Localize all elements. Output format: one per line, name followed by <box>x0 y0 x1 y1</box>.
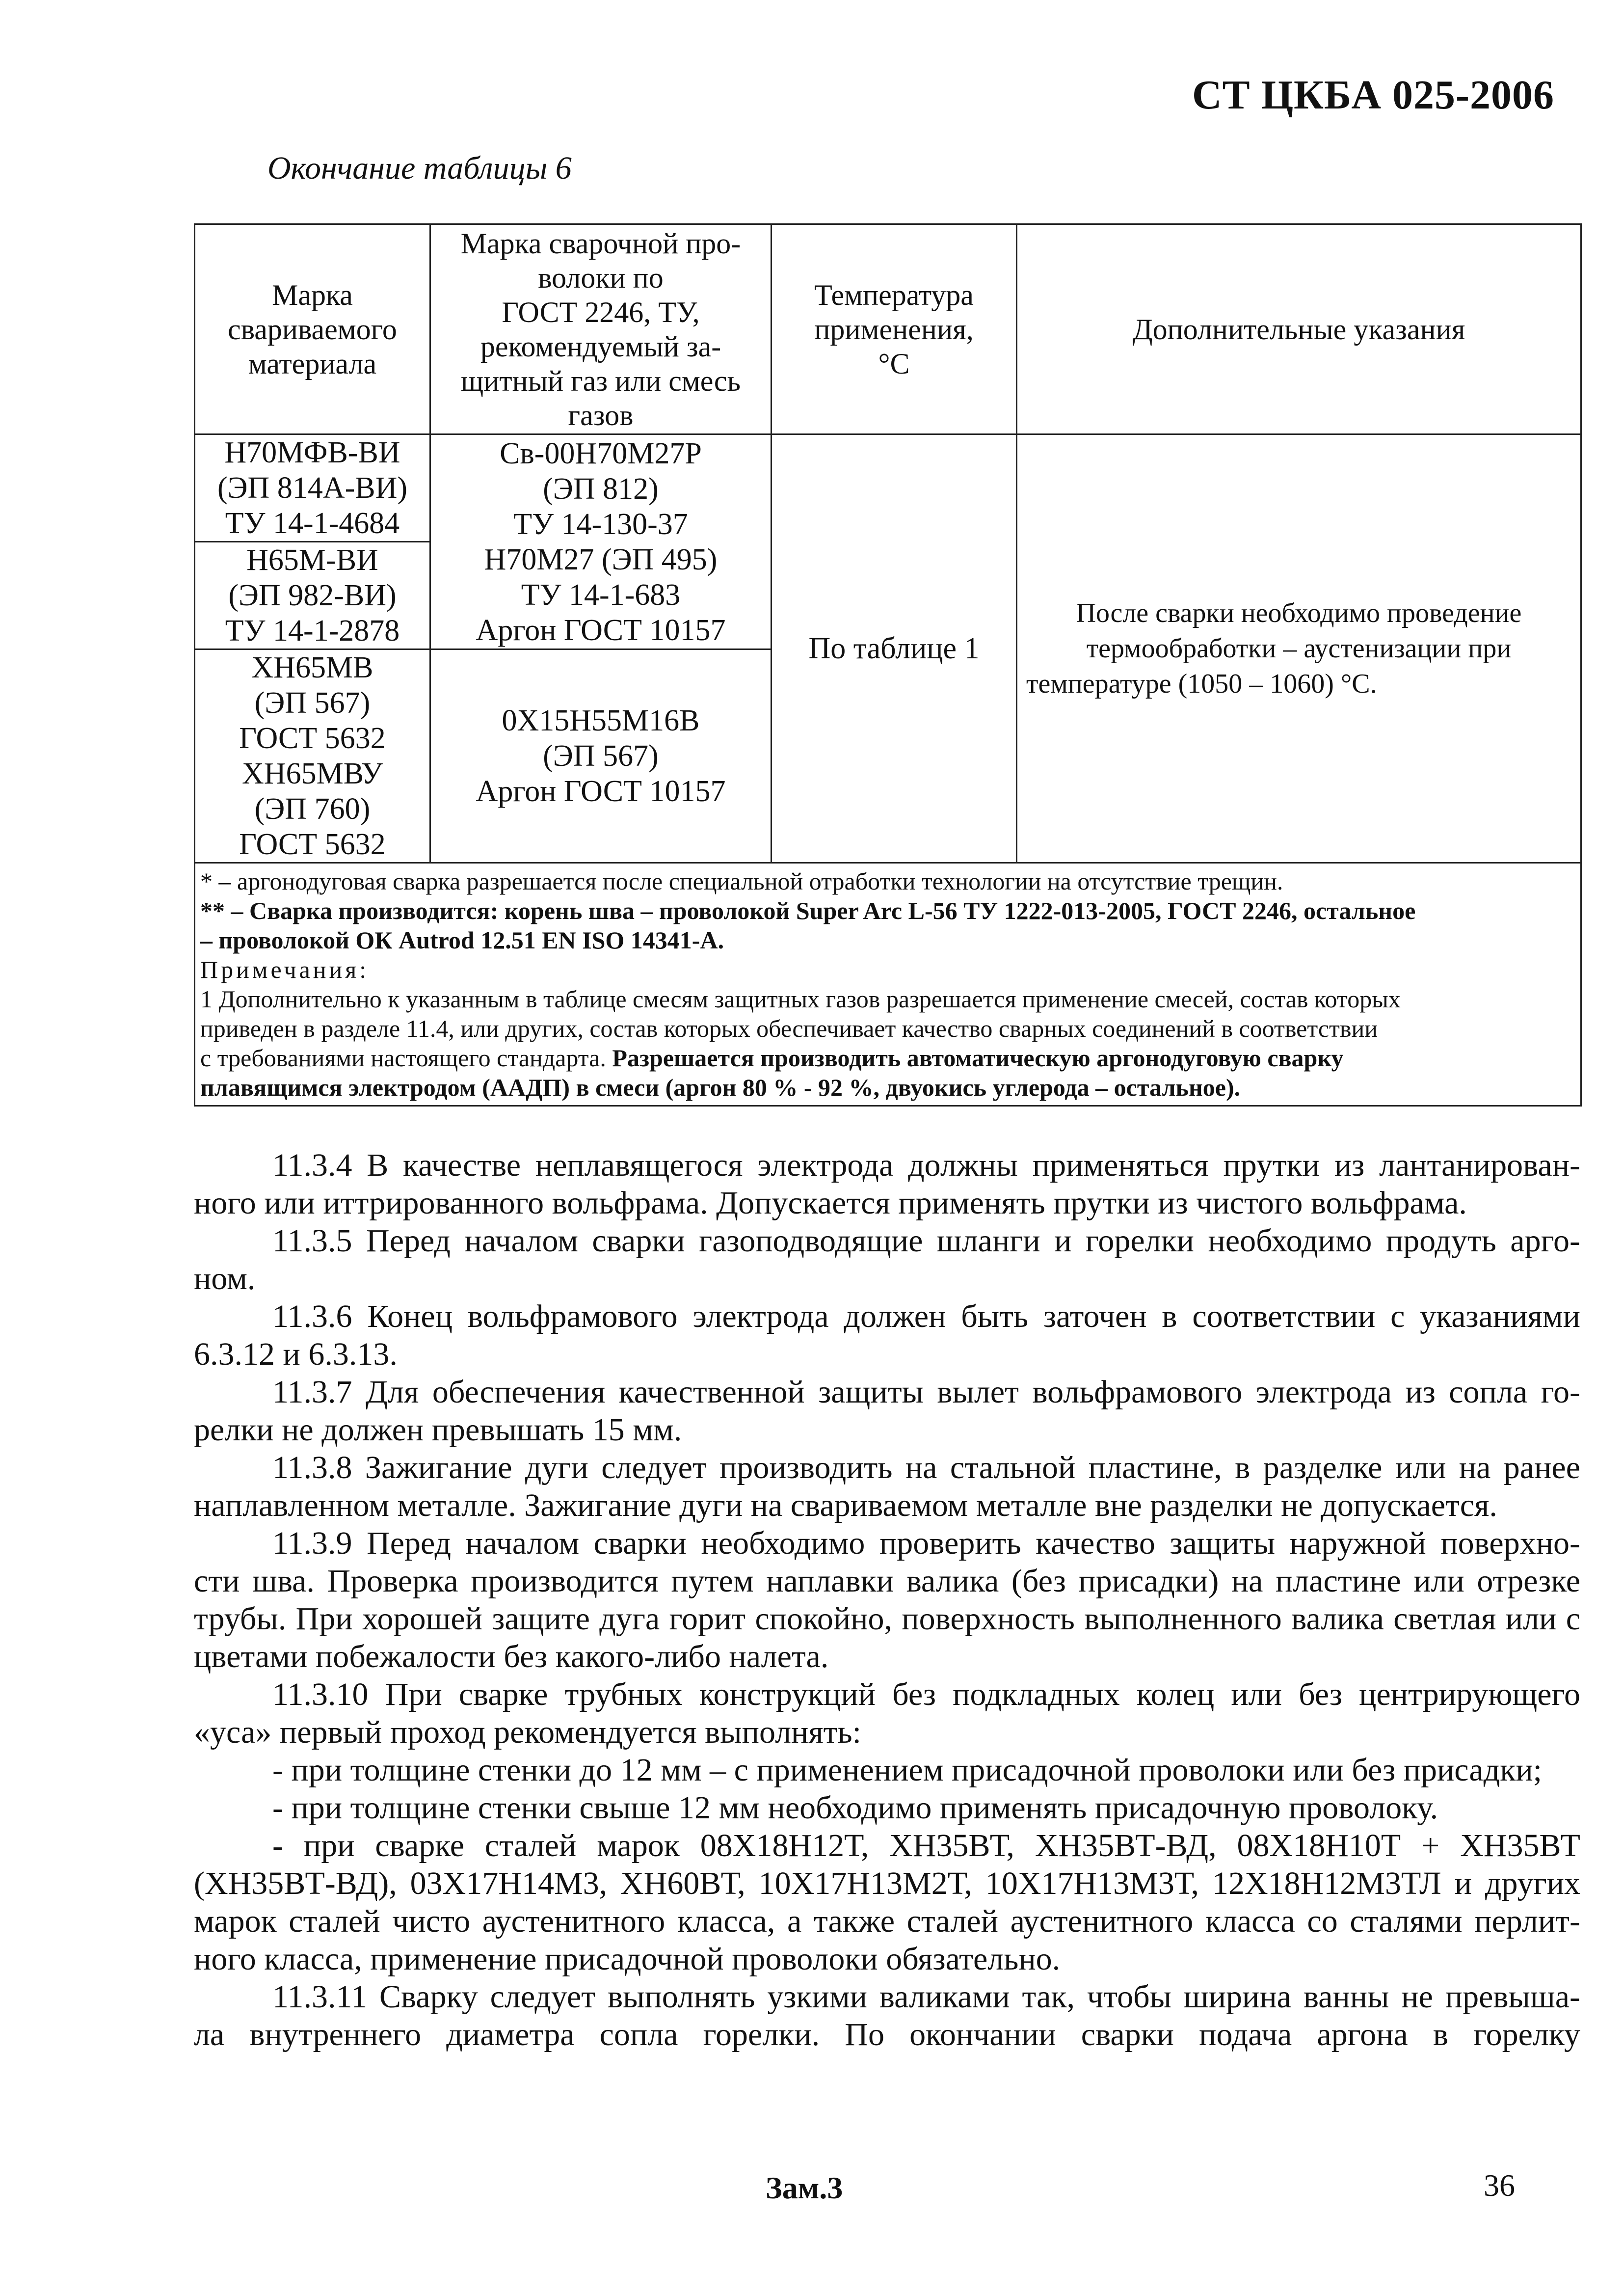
wire-cell <box>430 434 772 649</box>
body-line: 11.3.8 Зажигание дуги следует производить на стальной пластине, в разделке или на ранее <box>272 1450 1580 1486</box>
cell-line: (ЭП 982-ВИ) <box>228 579 397 612</box>
header-material <box>195 224 430 434</box>
body-line: ла внутреннего диаметра сопла горелки. По окончании сварки подача аргона в горелку <box>194 2017 1580 2053</box>
page-number: 36 <box>1484 2168 1515 2203</box>
body-line: цветами побежалости без какого-либо налета. <box>194 1639 829 1675</box>
body-line: сти шва. Проверка производится путем наплавки валика (без присадки) на пластине или отрезке <box>194 1563 1580 1599</box>
temperature-cell: По таблице 1 <box>772 434 1017 863</box>
header-additional <box>1017 224 1581 434</box>
cell-line: ГОСТ 5632 <box>239 722 386 755</box>
note-1-line <box>200 1043 1575 1073</box>
cell-line: ТУ 14-1-4684 <box>225 507 400 540</box>
cell-line: 0Х15Н55М16В <box>502 704 700 737</box>
header-line: Марка сварочной про- <box>460 227 741 260</box>
cell-line: (ЭП 814А-ВИ) <box>217 471 408 505</box>
cell-line: ТУ 14-130-37 <box>513 507 688 541</box>
body-line: релки не должен превышать 15 мм. <box>194 1412 682 1448</box>
body-line: трубы. При хорошей защите дуга горит спокойно, поверхность выполненного валика светлая или с <box>194 1601 1580 1637</box>
header-line: щитный газ или смесь <box>461 364 741 397</box>
header-line: Дополнительные указания <box>1132 313 1465 346</box>
body-line: 11.3.5 Перед началом сварки газоподводящие шланги и горелки необходимо продуть арго- <box>272 1223 1580 1259</box>
cell-line: (ЭП 567) <box>543 739 659 773</box>
cell-line: ТУ 14-1-683 <box>521 578 681 612</box>
note-1-line: приведен в разделе 11.4, или других, состав которых обеспечивает качество сварных соединений в соответствии <box>200 1015 1378 1042</box>
cell-line: Св-00Н70М27Р <box>500 436 702 470</box>
body-line: наплавленном металле. Зажигание дуги на свариваемом металле вне разделки не допускается. <box>194 1487 1497 1523</box>
change-mark: Зам.3 <box>766 2170 843 2205</box>
additional-cell: После сварки необходимо проведение термообработки – аустенизации при температуре (1050 – 1060) °С. <box>1017 434 1581 863</box>
body-line: 11.3.10 При сварке трубных конструкций без подкладных колец или без центрирующего <box>272 1676 1580 1712</box>
header-wire <box>430 224 772 434</box>
note-double-asterisk-cont: – проволокой ОК Autrod 12.51 EN ISO 14341-А. <box>200 926 724 954</box>
note-1-text: с требованиями настоящего стандарта. <box>200 1044 606 1072</box>
body-line: 11.3.6 Конец вольфрамового электрода должен быть заточен в соответствии с указаниями <box>272 1298 1580 1334</box>
header-line: применения, <box>814 313 974 346</box>
note-double-asterisk: ** – Сварка производится: корень шва – проволокой Super Arc L-56 ТУ 1222-013-2005, ГОСТ 2246, остальное <box>200 897 1416 924</box>
table-header-row <box>195 224 1581 434</box>
header-line: Температура <box>814 278 974 311</box>
wire-cell <box>430 649 772 863</box>
body-line: - при толщине стенки свыше 12 мм необходимо применять присадочную проволоку. <box>272 1790 1438 1826</box>
body-text <box>194 1146 1580 2053</box>
body-line: - при сварке сталей марок 08Х18Н12Т, ХН35ВТ, ХН35ВТ-ВД, 08Х18Н10Т + ХН35ВТ <box>272 1828 1580 1864</box>
header-line: ГОСТ 2246, ТУ, <box>502 296 700 328</box>
material-cell <box>195 649 430 863</box>
header-line: волоки по <box>538 261 664 294</box>
cell-line: Н65М-ВИ <box>246 543 378 577</box>
cell-line: (ЭП 812) <box>543 472 659 506</box>
cell-line: Н70М27 (ЭП 495) <box>484 542 718 576</box>
header-line: газов <box>568 399 634 432</box>
body-line: (ХН35ВТ-ВД), 03Х17Н14М3, ХН60ВТ, 10Х17Н13М2Т, 10Х17Н13М3Т, 12Х18Н12М3ТЛ и других <box>194 1865 1580 1901</box>
note-1-bold: Разрешается производить автоматическую аргонодуговую сварку <box>606 1044 1344 1072</box>
table-container <box>194 223 1580 1107</box>
cell-line: ГОСТ 5632 <box>239 828 386 861</box>
body-line: 11.3.7 Для обеспечения качественной защиты вылет вольфрамового электрода из сопла го- <box>272 1374 1580 1410</box>
body-line: 6.3.12 и 6.3.13. <box>194 1336 398 1372</box>
body-line: 11.3.11 Сварку следует выполнять узкими валиками так, чтобы ширина ванны не превыша- <box>272 1979 1580 2015</box>
body-line: ного или иттрированного вольфрама. Допускается применять прутки из чистого вольфрама. <box>194 1185 1467 1221</box>
cell-line: Н70МФВ-ВИ <box>224 436 400 469</box>
cell-line: ТУ 14-1-2878 <box>225 614 400 648</box>
welding-table <box>194 223 1582 1107</box>
table-notes <box>195 863 1581 1106</box>
note-1-line: плавящимся электродом (ААДП) в смеси (аргон 80 % - 92 %, двуокись углерода – остальное). <box>200 1074 1241 1101</box>
document-code: СТ ЦКБА 025-2006 <box>1192 72 1554 118</box>
body-line: ного класса, применение присадочной проволоки обязательно. <box>194 1941 1061 1977</box>
body-line: 11.3.9 Перед началом сварки необходимо проверить качество защиты наружной поверхно- <box>272 1525 1580 1561</box>
notes-heading: Примечания: <box>200 956 370 983</box>
cell-line: Аргон ГОСТ 10157 <box>476 613 726 647</box>
cell-line: Аргон ГОСТ 10157 <box>476 775 726 808</box>
body-line: - при толщине стенки до 12 мм – с применением присадочной проволоки или без присадки; <box>272 1752 1542 1788</box>
table-caption: Окончание таблицы 6 <box>267 150 572 186</box>
body-line: «уса» первый проход рекомендуется выполнять: <box>194 1714 861 1750</box>
cell-line: (ЭП 567) <box>254 686 371 720</box>
cell-line: ХН65МВ <box>251 651 373 684</box>
body-line: 11.3.4 В качестве неплавящегося электрода должны применяться прутки из лантанирован- <box>272 1147 1580 1183</box>
header-temperature <box>772 224 1017 434</box>
material-cell <box>195 542 430 649</box>
body-line: ном. <box>194 1261 256 1297</box>
cell-line: (ЭП 760) <box>254 792 371 826</box>
note-asterisk: * – аргонодуговая сварка разрешается после специальной отработки технологии на отсутствие трещин. <box>200 867 1283 895</box>
header-line: Марка <box>272 278 353 311</box>
body-line: марок сталей чисто аустенитного класса, а также сталей аустенитного класса со сталями перлит- <box>194 1903 1580 1939</box>
header-line: материала <box>248 347 377 380</box>
header-line: °С <box>878 347 910 380</box>
header-line: свариваемого <box>228 313 397 346</box>
material-cell <box>195 434 430 542</box>
header-line: рекомендуемый за- <box>480 330 721 363</box>
cell-line: ХН65МВУ <box>242 757 383 790</box>
note-1-line: 1 Дополнительно к указанным в таблице смесям защитных газов разрешается применение смесей, состав которых <box>200 985 1401 1013</box>
notes-row <box>195 863 1581 1106</box>
table-row <box>195 434 1581 542</box>
